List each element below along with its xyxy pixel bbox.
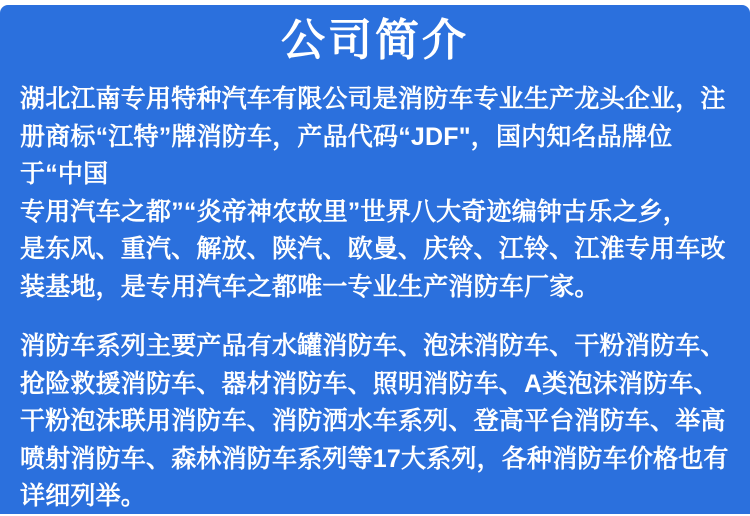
company-intro-panel: [0, 5, 750, 514]
page-title: 公司简介: [281, 16, 469, 65]
text-line: 册商标“江特”牌消防车，产品代码“JDF"，国内知名品牌位: [20, 122, 673, 151]
text-line: 是东风、重汽、解放、陕汽、欧曼、庆铃、江铃、江淮专用车改: [20, 235, 726, 263]
text-line: 于“中国: [20, 160, 109, 188]
text-line: 湖北江南专用特种汽车有限公司是消防车专业生产龙头企业，注: [20, 85, 726, 113]
intro-paragraph-2: [20, 328, 730, 516]
text-line: 干粉泡沫联用消防车、消防洒水车系列、登高平台消防车、举高: [20, 407, 726, 435]
intro-content: [0, 81, 750, 516]
text-line: 喷射消防车、森林消防车系列等17大系列，各种消防车价格也有: [20, 444, 729, 473]
text-line: 专用汽车之都”“炎帝神农故里”世界八大奇迹编钟古乐之乡，: [20, 197, 689, 226]
text-line: 消防车系列主要产品有水罐消防车、泡沫消防车、干粉消防车、: [20, 332, 726, 360]
text-line: 详细列举。: [20, 482, 147, 510]
intro-paragraph-1: [20, 81, 730, 306]
text-line: 抢险救援消防车、器材消防车、照明消防车、A类泡沫消防车、: [20, 369, 719, 398]
text-line: 装基地，是专用汽车之都唯一专业生产消防车厂家。: [20, 272, 600, 301]
